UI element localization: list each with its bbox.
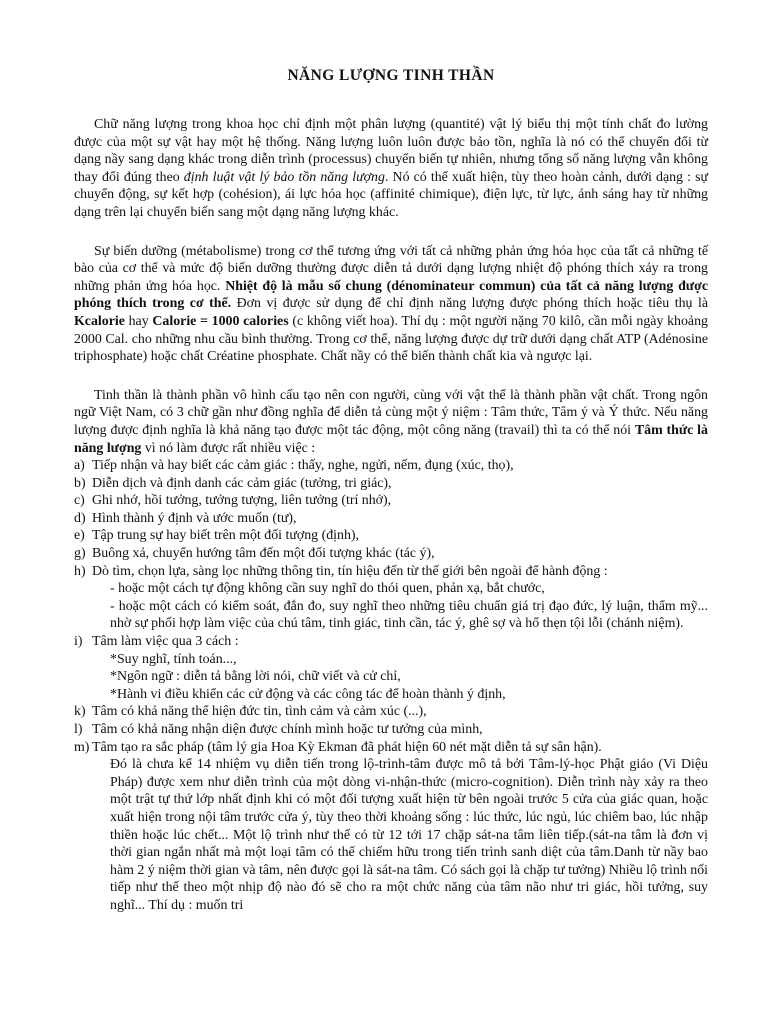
list-item-text: Dò tìm, chọn lựa, sàng lọc những thông tin, tín hiệu đến từ thế giới bên ngoài để hành động : [92, 563, 608, 579]
list-item [74, 475, 708, 493]
list-item-text: Tâm làm việc qua 3 cách : [92, 634, 239, 650]
p3-bold-mind-energy: Tâm thức là năng lượng [74, 422, 708, 456]
list-item [74, 703, 708, 721]
sub-item: *Ngôn ngữ : diễn tả bằng lời nói, chữ viết và cử chỉ, [110, 669, 401, 685]
list-item [74, 633, 708, 703]
paragraph-mind [74, 387, 708, 457]
list-marker: g) [74, 546, 86, 562]
p3-text-c: vì nó làm được rất nhiều việc : [141, 440, 316, 456]
p2-text-a: Sự biến dưỡng (métabolisme) trong cơ thể tương ứng với tất cả những phản ứng hóa học của tất cả những tế bào của cơ thể và mức độ biến dưỡng thường được diễn tả dưới dạng lượng nhiệt độ phóng thích xảy ra trong những phản ứng hóa học. [74, 243, 708, 294]
sub-item: - hoặc một cách có kiểm soát, đắn đo, suy nghĩ theo những tiêu chuẩn giá trị đạo đức, lý luận, thẩm mỹ... nhờ sự phối hợp làm việc của chú tâm, tinh giác, tinh cần, tác ý, ghê sợ và hổ thẹn tội lỗi (chánh niệm). [110, 598, 708, 632]
list-marker: d) [74, 510, 86, 526]
list-item-text: Tâm có khả năng thể hiện đức tin, tình cảm và cảm xúc (...), [92, 704, 427, 720]
list-item [74, 721, 708, 739]
list-marker: e) [74, 528, 85, 544]
list-item [74, 492, 708, 510]
list-marker: b) [74, 475, 86, 491]
list-item-text: Hình thành ý định và ước muốn (tư), [92, 510, 297, 526]
list-item-text: Diễn dịch và định danh các cảm giác (tưởng, tri giác), [92, 475, 392, 491]
list-item-text: Tiếp nhận và hay biết các cảm giác : thấy, nghe, ngửi, nếm, đụng (xúc, thọ), [92, 458, 514, 474]
sub-paragraph: Đó là chưa kể 14 nhiệm vụ diễn tiến trong lộ-trình-tâm được mô tả bởi Tâm-lý-học Phật giáo (Vi Diệu Pháp) được xem như diễn trình của một dòng vi-nhận-thức (micro-cognition). Diễn trình này xảy ra theo một trật tự thứ lớp nhất định khi có một đối tượng xuất hiện từ bên ngoài trước 5 cửa của giác quan, hoặc xuất hiện trong nội tâm trước cửa ý, tùy theo thời khoảng sống : lúc thức, lúc ngủ, lúc chiêm bao, lúc nhập thiền hoặc lúc chết... Một lộ trình như thế có từ 12 tới 17 chặp sát-na tâm liên tiếp.(sát-na tâm là đơn vị thời gian ngắn nhất mà một loại tâm có thể chiếm hữu trong tiến trình sanh diệt của tâm.Danh từ nầy bao hàm 2 ý niệm thời gian và tâm, nên được gọi là sát-na tâm. Có sách gọi là chặp tư tưởng) Nhiều lộ trình nối tiếp như thế theo một nhịp độ nào đó sẽ cho ra một chức năng của tâm não như tri giác, hồi tưởng, suy nghĩ... Thí dụ : muốn tri [110, 757, 708, 913]
list-marker: i) [74, 634, 83, 650]
list-marker: m) [74, 739, 90, 755]
paragraph-metabolism [74, 243, 708, 366]
sub-item: *Suy nghĩ, tính toán..., [110, 651, 237, 667]
list-marker: k) [74, 704, 86, 720]
list-item [74, 739, 708, 915]
p3-text-a: Tinh thần là thành phần vô hình cấu tạo nên con người, cùng với vật thể là thành phần vật chất. Trong ngôn ngữ Việt Nam, có 3 chữ gần như đồng nghĩa để diễn tả cùng một ý niệm : Tâm thức, Tâm ý và Ý thức. Nếu năng lượng được định nghĩa là khả năng tạo được một tác động, một công năng (travail) thì ta có thể nói [74, 387, 708, 438]
list-item [74, 563, 708, 633]
p1-italic-law: định luật vật lý bảo tồn năng lượng [183, 169, 385, 185]
list-marker: c) [74, 493, 85, 509]
list-item-text: Tâm có khả năng nhận diện được chính mình hoặc tư tưởng của mình, [92, 722, 483, 737]
p1-text-a: Chữ năng lượng trong khoa học chỉ định một phân lượng (quantité) vật lý biểu thị một tính chất đo lường được của một sự vật hay một hệ thống. Năng lượng luôn luôn được bảo tồn, nghĩa là nó có thể chuyển đổi từ dạng nầy sang dạng khác trong diễn trình (processus) chuyển biến tự nhiên, nhưng tổng số năng lượng vẫn không thay đổi đúng theo [74, 117, 708, 185]
p2-bold-kcal: Kcalorie [74, 313, 125, 329]
list-item-text: Buông xả, chuyển hướng tâm đến một đối tượng khác (tác ý), [92, 546, 435, 562]
list-item [74, 527, 708, 545]
list-marker: l) [74, 722, 83, 737]
p2-bold-heat: Nhiệt độ là mẫu số chung (dénominateur commun) của tất cả năng lượng được phóng thích trong cơ thể. [74, 278, 708, 312]
paragraph-energy-definition [74, 116, 708, 222]
sub-item: - hoặc một cách tự động không cần suy nghĩ do thói quen, phản xạ, bắt chước, [110, 581, 545, 597]
list-item-text: Ghi nhớ, hồi tưởng, tưởng tượng, liên tưởng (trí nhớ), [92, 493, 392, 509]
list-item-text: Tâm tạo ra sắc pháp (tâm lý gia Hoa Kỳ Ekman đã phát hiện 60 nét mặt diễn tả sự sân hận). [92, 739, 602, 755]
list-marker: a) [74, 458, 85, 474]
p2-bold-calorie: Calorie = 1000 calories [152, 313, 289, 329]
mind-functions-list [74, 457, 708, 914]
list-item [74, 510, 708, 528]
sub-item: *Hành vi điều khiển các cử động và các công tác để hoàn thành ý định, [110, 686, 506, 702]
list-item [74, 457, 708, 475]
p2-text-d: hay [124, 313, 153, 329]
p2-text-e: (c không viết hoa). Thí dụ : một người nặng 70 kilô, cần mỗi ngày khoảng 2000 Cal. cho những nhu cầu bình thường. Trong cơ thể, năng lượng được dự trữ dưới dạng chất ATP (Adénosine triphosphate) hoặc chất Créatine phosphate. Chất nầy có thể biến thành chất kia và ngược lại. [74, 313, 708, 365]
p2-text-c: Đơn vị được sử dụng để chỉ định năng lượng được phóng thích hoặc tiêu thụ là [231, 296, 709, 312]
page-title: NĂNG LƯỢNG TINH THẦN [287, 67, 495, 84]
list-item [74, 545, 708, 563]
list-item-text: Tập trung sự hay biết trên một đối tượng (định), [92, 528, 359, 544]
p1-text-b: . Nó có thể xuất hiện, tùy theo hoàn cảnh, dưới dạng : sự chuyển động, sự kết hợp (cohésion), ái lực hóa học (affinité chimique), điện lực, từ lực, ánh sáng hay từ những dạng trên lại chuyển biến sang một dạng năng lượng khác. [74, 169, 708, 220]
list-marker: h) [74, 563, 86, 579]
